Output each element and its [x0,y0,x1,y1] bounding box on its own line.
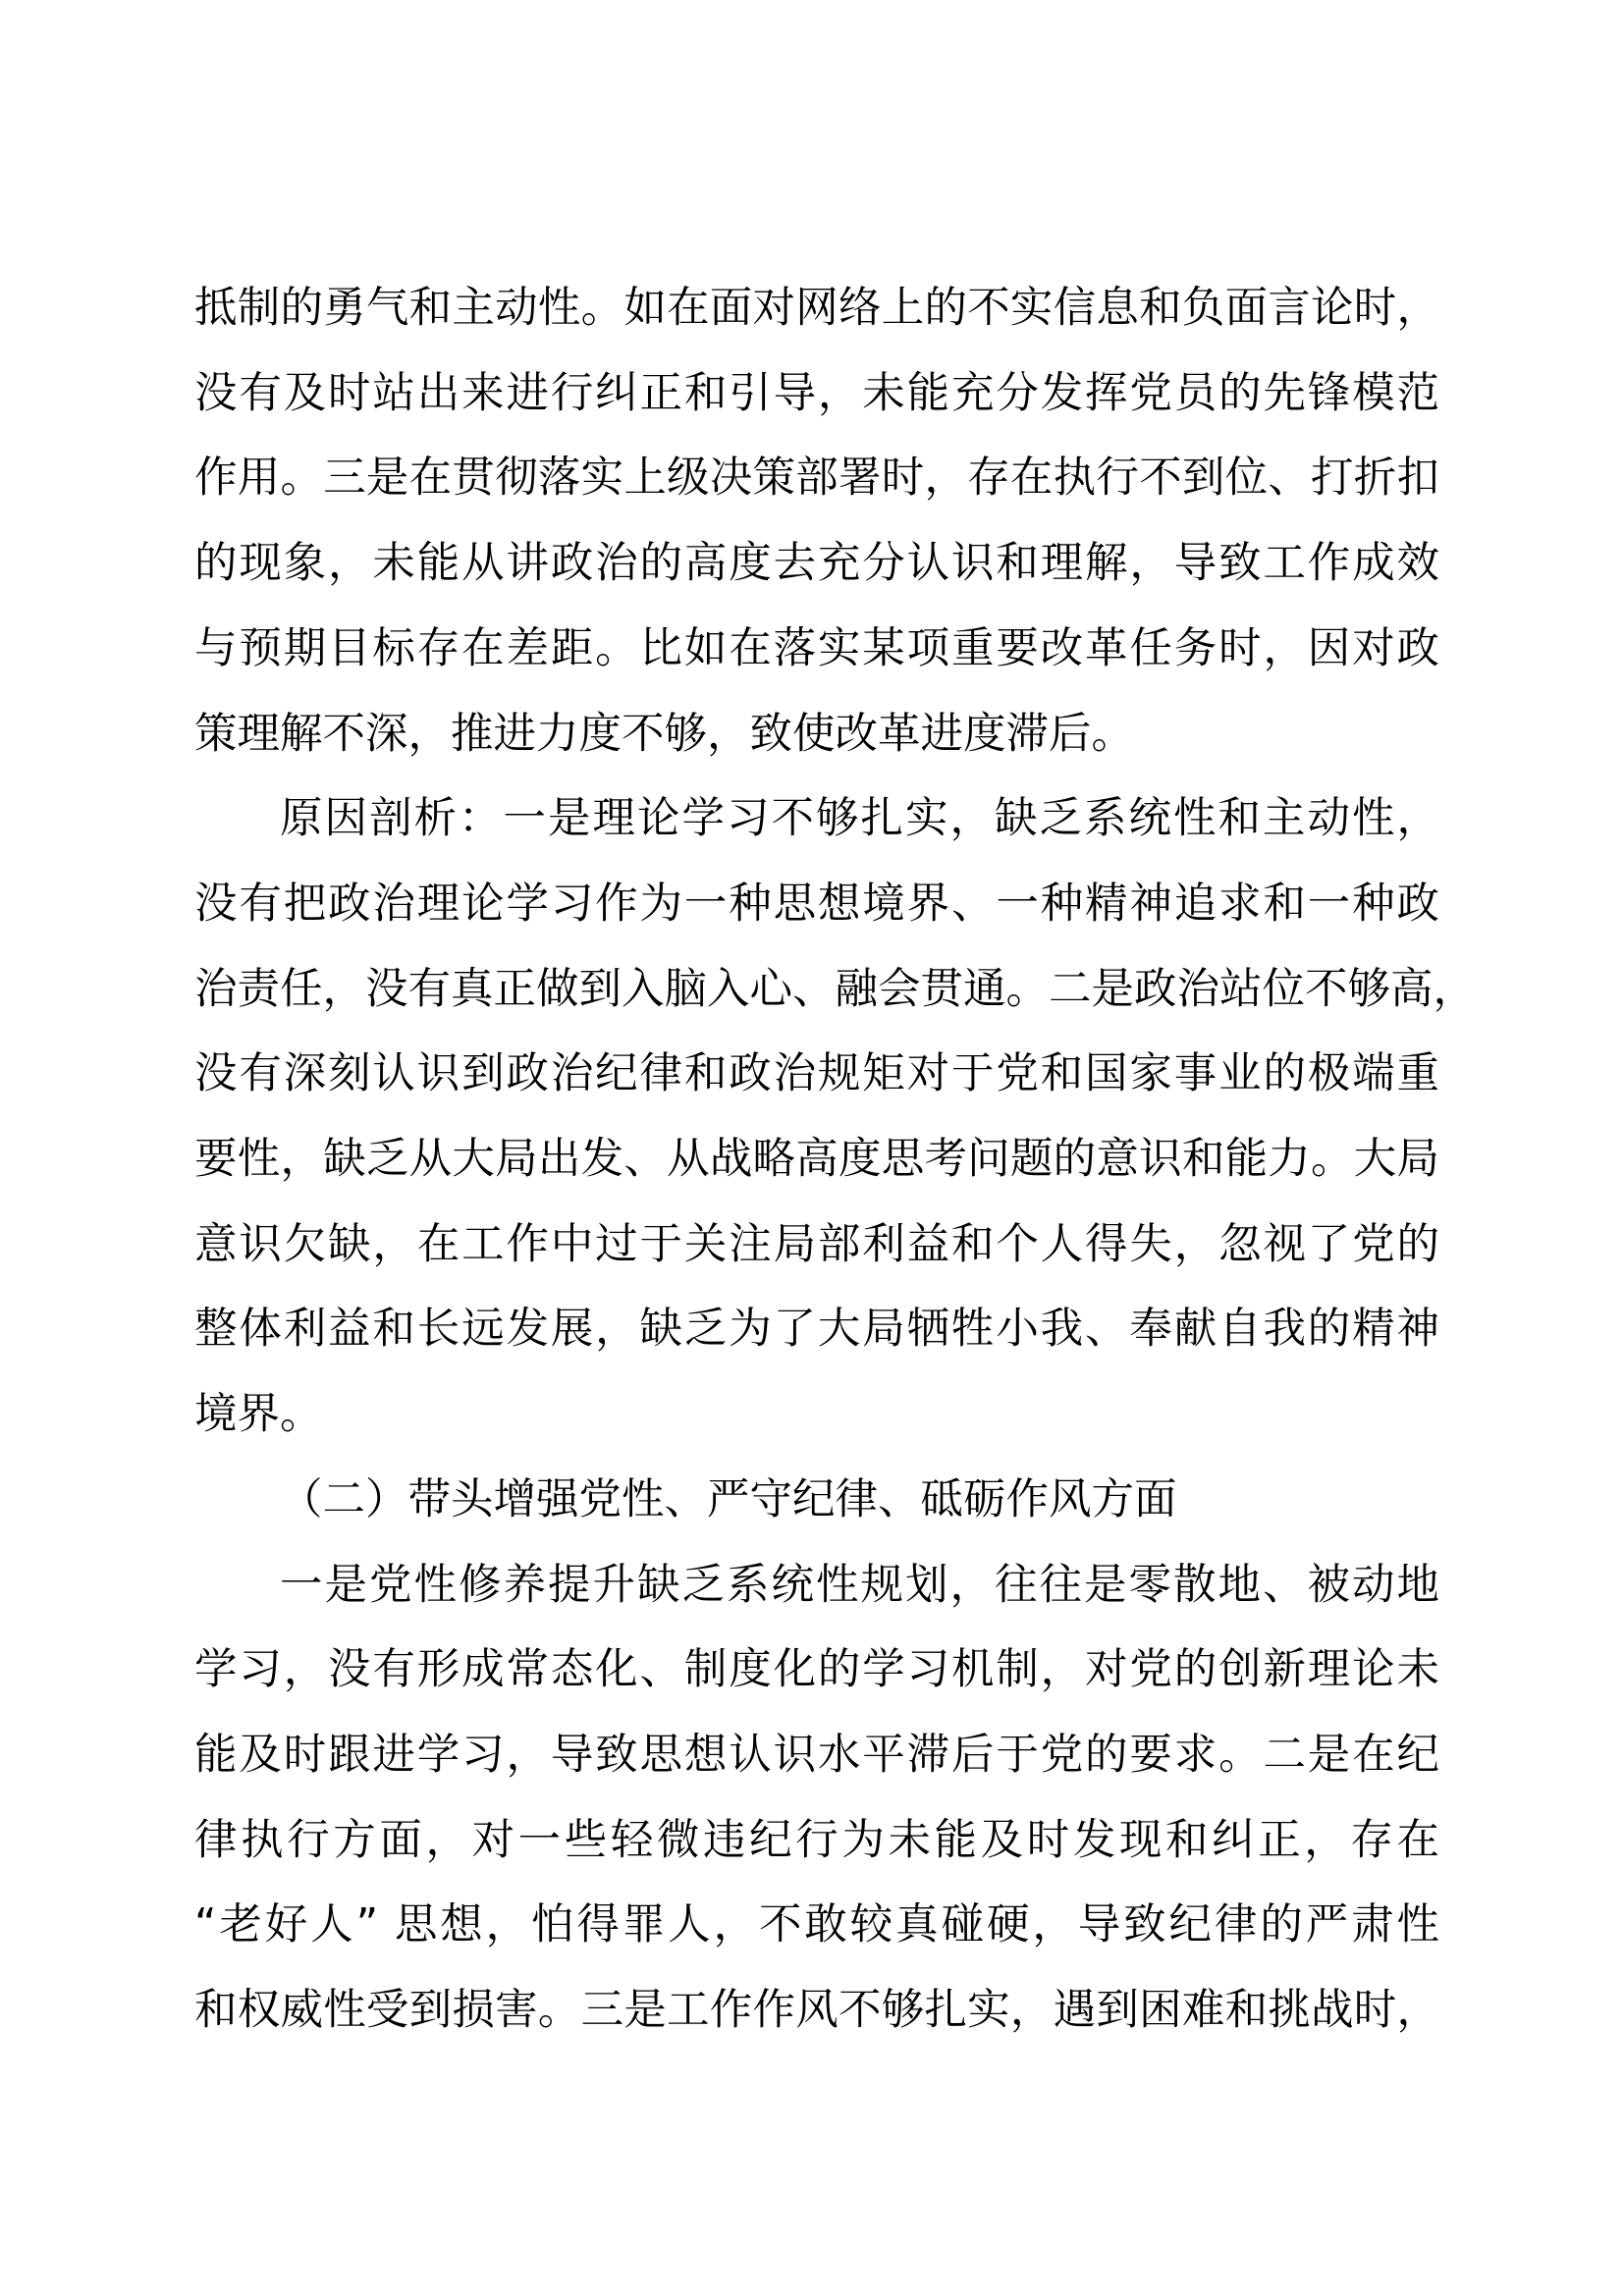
text-line: 要性，缺乏从大局出发、从战略高度思考问题的意识和能力。大局 [194,1135,1439,1185]
text-line: 能及时跟进学习，导致思想认识水平滞后于党的要求。二是在纪 [194,1730,1439,1780]
text-line: 一是党性修养提升缺乏系统性规划，往往是零散地、被动地 [280,1560,1439,1610]
text-line: 没有深刻认识到政治纪律和政治规矩对于党和国家事业的极端重 [194,1049,1439,1099]
text-line: 策理解不深，推进力度不够，致使改革进度滞后。 [194,709,1134,759]
text-line: 与预期目标存在差距。比如在落实某项重要改革任务时，因对政 [194,623,1439,673]
text-line: 整体利益和长远发展，缺乏为了大局牺牲小我、奉献自我的精神 [194,1305,1439,1355]
section-heading: （二）带头增强党性、严守纪律、砥砺作风方面 [280,1474,1177,1524]
text-line: 和权威性受到损害。三是工作作风不够扎实，遇到困难和挑战时， [194,1986,1439,2036]
paragraph-problem-continuation [194,266,1439,776]
text-line: 没有及时站出来进行纠正和引导，未能充分发挥党员的先锋模范 [194,368,1439,418]
text-line: 境界。 [194,1390,323,1440]
text-line: 作用。三是在贯彻落实上级决策部署时，存在执行不到位、打折扣 [194,454,1439,504]
paragraph-party-discipline [194,1543,1439,2054]
document-page [194,266,1476,2054]
paragraph-cause-analysis [194,776,1476,1458]
text-line: “老好人” 思想，怕得罪人，不敢较真碰硬，导致纪律的严肃性 [194,1900,1439,1950]
text-line: 律执行方面，对一些轻微违纪行为未能及时发现和纠正，存在 [194,1815,1439,1865]
text-line: 意识欠缺，在工作中过于关注局部利益和个人得失，忽视了党的 [194,1219,1439,1269]
text-line: 原因剖析：一是理论学习不够扎实，缺乏系统性和主动性， [280,794,1439,844]
text-line: 学习，没有形成常态化、制度化的学习机制，对党的创新理论未 [194,1645,1439,1695]
text-line: 没有把政治理论学习作为一种思想境界、一种精神追求和一种政 [194,879,1439,929]
text-line: 的现象，未能从讲政治的高度去充分认识和理解，导致工作成效 [194,539,1439,589]
text-line: 抵制的勇气和主动性。如在面对网络上的不实信息和负面言论时， [194,284,1439,333]
text-line: 治责任，没有真正做到入脑入心、融会贯通。二是政治站位不够高， [194,964,1476,1014]
